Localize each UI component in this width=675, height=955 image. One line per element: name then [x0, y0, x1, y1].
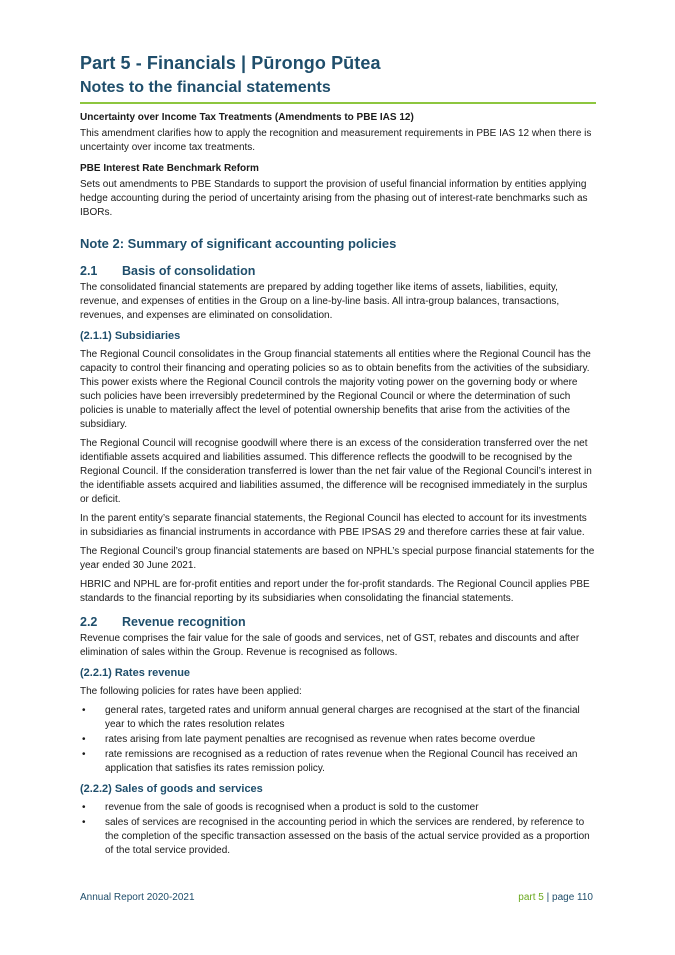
list-item-text: general rates, targeted rates and uniform annual general charges are recognised at the start of the financial year to which the rates resolution relates — [105, 705, 580, 730]
section-2-2-body: Revenue comprises the fair value for the sale of goods and services, net of GST, rebates and discounts and after elimination of sales within the Group. Revenue is recognised as follows. — [80, 633, 580, 658]
footer-page-number: page 110 — [552, 892, 593, 903]
section-number: 2.1 — [80, 264, 98, 278]
rates-lead: The following policies for rates have been applied: — [80, 686, 302, 697]
list-item — [80, 733, 596, 747]
list-item — [80, 748, 596, 776]
paragraph: HBRIC and NPHL are for-profit entities and report under the for-profit standards. The Regional Council applies PBE standards to the financial reporting by its subsidiaries when consolidating the financial statements. — [80, 579, 590, 604]
paragraph: The Regional Council’s group financial statements are based on NPHL’s special purpose financial statements for the year ended 30 June 2021. — [80, 546, 595, 571]
intro-body-1: This amendment clarifies how to apply the recognition and measurement requirements in PBE IAS 12 when there is uncertainty over income tax treatments. — [80, 128, 592, 153]
intro-heading-1: Uncertainty over Income Tax Treatments (Amendments to PBE IAS 12) — [80, 112, 414, 123]
subsection-2-1-1-title: (2.1.1) Subsidiaries — [80, 330, 181, 342]
subsection-2-2-1-title: (2.2.1) Rates revenue — [80, 667, 191, 679]
intro-heading-2: PBE Interest Rate Benchmark Reform — [80, 163, 259, 174]
bullet-icon: • — [82, 749, 86, 760]
rates-list — [80, 704, 596, 776]
list-item — [80, 816, 596, 858]
list-item-text: rate remissions are recognised as a reduction of rates revenue when the Regional Council has received an application that satisfies its rates remission policy. — [105, 749, 578, 774]
list-item-text: revenue from the sale of goods is recognised when a product is sold to the customer — [105, 802, 479, 813]
section-2-2-heading — [80, 614, 596, 630]
footer-part: part 5 — [518, 892, 544, 903]
list-item-text: sales of services are recognised in the accounting period in which the services are rendered, by reference to the completion of the specific transaction assessed on the basis of the actual service provided as a proportion of the total service provided. — [105, 817, 590, 856]
section-number: 2.2 — [80, 615, 98, 629]
intro-body-2: Sets out amendments to PBE Standards to support the provision of useful financial information by entities applying hedge accounting during the period of uncertainty arising from the phasing out of interest-rate benchmarks such as IBORs. — [80, 179, 588, 218]
paragraph: The Regional Council consolidates in the Group financial statements all entities where the Regional Council has the capacity to control their financing and operating policies so as to obtain benefits from the activities of the subsidiary. This power exists where the Regional Council controls the majority voting power on the governing body or where such policies have been irreversibly predetermined by the Regional Council or where the determination of such policies is unable to materially affect the level of potential ownership benefits that arise from the activities of the subsidiary. — [80, 349, 591, 430]
paragraph: In the parent entity’s separate financial statements, the Regional Council has elected to account for its investments in subsidiaries as financial instruments in accordance with PBE IPSAS 29 and therefore carries these at fair value. — [80, 513, 587, 538]
bullet-icon: • — [82, 802, 86, 813]
bullet-icon: • — [82, 817, 86, 828]
section-2-1-heading — [80, 263, 596, 279]
page-content — [80, 50, 596, 862]
footer-separator: | — [546, 892, 550, 903]
bullet-icon: • — [82, 734, 86, 745]
paragraph: The Regional Council will recognise goodwill where there is an excess of the consideration transferred over the net identifiable assets acquired and liabilities assumed. This difference reflects the goodwill to be recognised by the Regional Council. If the consideration transferred is lower than the net fair value of the Regional Council’s interest in the identifiable assets acquired and liabilities assumed, the difference will be recognised immediately in the surplus or deficit. — [80, 438, 592, 505]
footer-report-title: Annual Report 2020-2021 — [80, 892, 195, 903]
list-item — [80, 801, 596, 815]
bullet-icon: • — [82, 705, 86, 716]
section-title: Basis of consolidation — [122, 264, 256, 278]
sales-list — [80, 801, 596, 858]
page-title: Notes to the financial statements — [80, 79, 331, 96]
section-title: Revenue recognition — [122, 615, 246, 629]
note-2-title: Note 2: Summary of significant accounting policies — [80, 236, 397, 251]
subsection-2-2-2-title: (2.2.2) Sales of goods and services — [80, 783, 263, 795]
list-item — [80, 704, 596, 732]
title-divider — [80, 102, 596, 104]
part-title: Part 5 - Financials | Pūrongo Pūtea — [80, 53, 381, 73]
section-2-1-body: The consolidated financial statements are prepared by adding together like items of assets, liabilities, equity, revenue, and expenses of entities in the Group on a line-by-line basis. All intra-group balances, transactions, revenues, and expenses are eliminated on consolidation. — [80, 282, 560, 321]
list-item-text: rates arising from late payment penalties are recognised as revenue when rates become overdue — [105, 734, 536, 745]
footer-page-label — [518, 892, 593, 904]
